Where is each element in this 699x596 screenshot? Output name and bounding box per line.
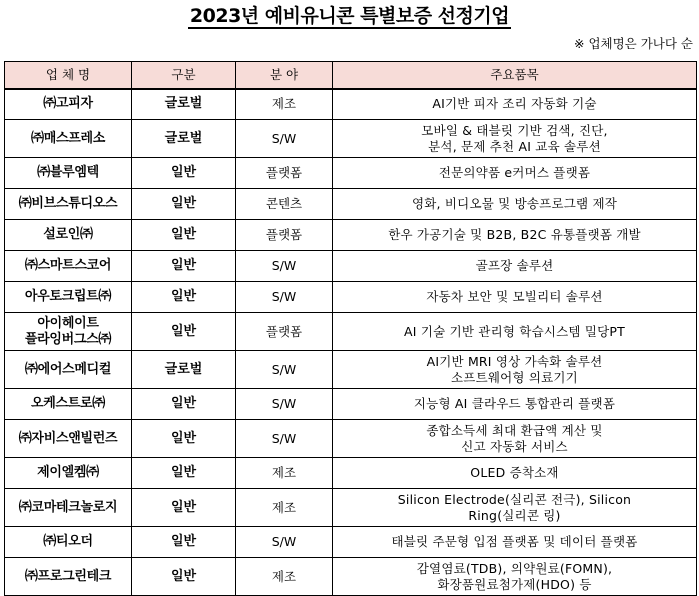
type-cell: 일반 bbox=[132, 420, 236, 458]
type-cell: 일반 bbox=[132, 489, 236, 527]
items-cell bbox=[333, 527, 697, 558]
items-cell bbox=[333, 489, 697, 527]
type-cell: 일반 bbox=[132, 251, 236, 282]
cell-line: 화장품원료첨가제(HDO) 등 bbox=[437, 576, 592, 592]
table-row bbox=[5, 89, 697, 120]
field-cell: 제조 bbox=[236, 89, 333, 120]
cell-line: 태블릿 주문형 입점 플랫폼 및 데이터 플랫폼 bbox=[391, 534, 638, 549]
field-cell: 플랫폼 bbox=[236, 313, 333, 351]
table-header-row bbox=[5, 62, 697, 89]
field-cell: 제조 bbox=[236, 558, 333, 596]
cell-line: OLED 증착소재 bbox=[470, 465, 559, 480]
cell-line: 모바일 & 태블릿 기반 검색, 진단, bbox=[421, 122, 608, 138]
table-row bbox=[5, 282, 697, 313]
cell-line: 분석, 문제 추천 AI 교육 솔루션 bbox=[428, 138, 601, 154]
header-company: 업 체 명 bbox=[5, 62, 132, 89]
company-name-cell: 제이엘켐㈜ bbox=[5, 458, 132, 489]
cell-line: 전문의약품 e커머스 플랫폼 bbox=[438, 165, 591, 180]
page-title bbox=[0, 4, 699, 28]
table-row bbox=[5, 158, 697, 189]
company-name-cell: 오케스트로㈜ bbox=[5, 389, 132, 420]
items-cell bbox=[333, 282, 697, 313]
field-cell: 콘텐츠 bbox=[236, 189, 333, 220]
field-cell: S/W bbox=[236, 251, 333, 282]
table-row bbox=[5, 313, 697, 351]
cell-line: 소프트웨어형 의료기기 bbox=[451, 369, 578, 385]
company-name-cell: 아우토크립트㈜ bbox=[5, 282, 132, 313]
cell-line: Ring(실리콘 링) bbox=[468, 507, 561, 523]
table-row bbox=[5, 489, 697, 527]
cell-line: 플라잉버그스㈜ bbox=[24, 331, 112, 347]
cell-line: 신고 자동화 서비스 bbox=[461, 438, 568, 454]
type-cell: 일반 bbox=[132, 158, 236, 189]
company-name-cell: ㈜코마테크놀로지 bbox=[5, 489, 132, 527]
cell-line: 감열염료(TDB), 의약원료(FOMN), bbox=[416, 560, 613, 576]
items-cell bbox=[333, 351, 697, 389]
company-name-cell: ㈜에어스메디컬 bbox=[5, 351, 132, 389]
cell-line: 영화, 비디오물 및 방송프로그램 제작 bbox=[412, 196, 617, 211]
field-cell: 플랫폼 bbox=[236, 220, 333, 251]
field-cell: S/W bbox=[236, 389, 333, 420]
items-cell bbox=[333, 189, 697, 220]
company-name-cell: ㈜스마트스코어 bbox=[5, 251, 132, 282]
type-cell: 일반 bbox=[132, 527, 236, 558]
items-cell bbox=[333, 251, 697, 282]
company-name-cell: ㈜블루엠텍 bbox=[5, 158, 132, 189]
company-name-cell: ㈜프로그린테크 bbox=[5, 558, 132, 596]
company-name-cell bbox=[5, 313, 132, 351]
table-row bbox=[5, 189, 697, 220]
table-row bbox=[5, 420, 697, 458]
cell-line: 종합소득세 최대 환급액 계산 및 bbox=[426, 422, 603, 438]
field-cell: 제조 bbox=[236, 458, 333, 489]
type-cell: 일반 bbox=[132, 313, 236, 351]
cell-line: AI 기술 기반 관리형 학습시스템 밀당PT bbox=[404, 323, 625, 339]
items-cell bbox=[333, 313, 697, 351]
table-row bbox=[5, 458, 697, 489]
page-title-text: 2023년 예비유니콘 특별보증 선정기업 bbox=[189, 5, 510, 27]
type-cell: 일반 bbox=[132, 282, 236, 313]
items-cell bbox=[333, 458, 697, 489]
sort-note: ※ 업체명은 가나다 순 bbox=[574, 36, 693, 51]
field-cell: 플랫폼 bbox=[236, 158, 333, 189]
type-cell: 일반 bbox=[132, 389, 236, 420]
company-name-cell: ㈜자비스앤빌런즈 bbox=[5, 420, 132, 458]
type-cell: 일반 bbox=[132, 558, 236, 596]
field-cell: S/W bbox=[236, 120, 333, 158]
cell-line: 한우 가공기술 및 B2B, B2C 유통플랫폼 개발 bbox=[388, 227, 641, 242]
table-row bbox=[5, 220, 697, 251]
header-field: 분 야 bbox=[236, 62, 333, 89]
header-items: 주요품목 bbox=[333, 62, 697, 89]
table-row bbox=[5, 351, 697, 389]
items-cell bbox=[333, 220, 697, 251]
table-row bbox=[5, 120, 697, 158]
table-row bbox=[5, 389, 697, 420]
items-cell bbox=[333, 558, 697, 596]
type-cell: 일반 bbox=[132, 458, 236, 489]
cell-line: 자동차 보안 및 모빌리티 솔루션 bbox=[426, 289, 603, 304]
header-type: 구분 bbox=[132, 62, 236, 89]
field-cell: S/W bbox=[236, 282, 333, 313]
company-name-cell: 설로인㈜ bbox=[5, 220, 132, 251]
cell-line: 아이헤이트 bbox=[37, 315, 99, 331]
type-cell: 글로벌 bbox=[132, 351, 236, 389]
cell-line: 지능형 AI 클라우드 통합관리 플랫폼 bbox=[413, 396, 616, 411]
field-cell: 제조 bbox=[236, 489, 333, 527]
company-table bbox=[4, 61, 697, 596]
table-row bbox=[5, 527, 697, 558]
table-row bbox=[5, 558, 697, 596]
type-cell: 일반 bbox=[132, 220, 236, 251]
type-cell: 일반 bbox=[132, 189, 236, 220]
cell-line: 골프장 솔루션 bbox=[475, 258, 554, 273]
field-cell: S/W bbox=[236, 351, 333, 389]
company-name-cell: ㈜티오더 bbox=[5, 527, 132, 558]
field-cell: S/W bbox=[236, 527, 333, 558]
items-cell bbox=[333, 89, 697, 120]
cell-line: AI기반 MRI 영상 가속화 솔루션 bbox=[426, 353, 603, 369]
type-cell: 글로벌 bbox=[132, 120, 236, 158]
cell-line: AI기반 피자 조리 자동화 기술 bbox=[432, 96, 597, 112]
items-cell bbox=[333, 420, 697, 458]
company-name-cell: ㈜고피자 bbox=[5, 89, 132, 120]
table-row bbox=[5, 251, 697, 282]
items-cell bbox=[333, 158, 697, 189]
cell-line: Silicon Electrode(실리콘 전극), Silicon bbox=[397, 491, 632, 507]
company-name-cell: ㈜매스프레소 bbox=[5, 120, 132, 158]
items-cell bbox=[333, 120, 697, 158]
company-name-cell: ㈜비브스튜디오스 bbox=[5, 189, 132, 220]
type-cell: 글로벌 bbox=[132, 89, 236, 120]
table-body bbox=[5, 89, 697, 596]
field-cell: S/W bbox=[236, 420, 333, 458]
items-cell bbox=[333, 389, 697, 420]
